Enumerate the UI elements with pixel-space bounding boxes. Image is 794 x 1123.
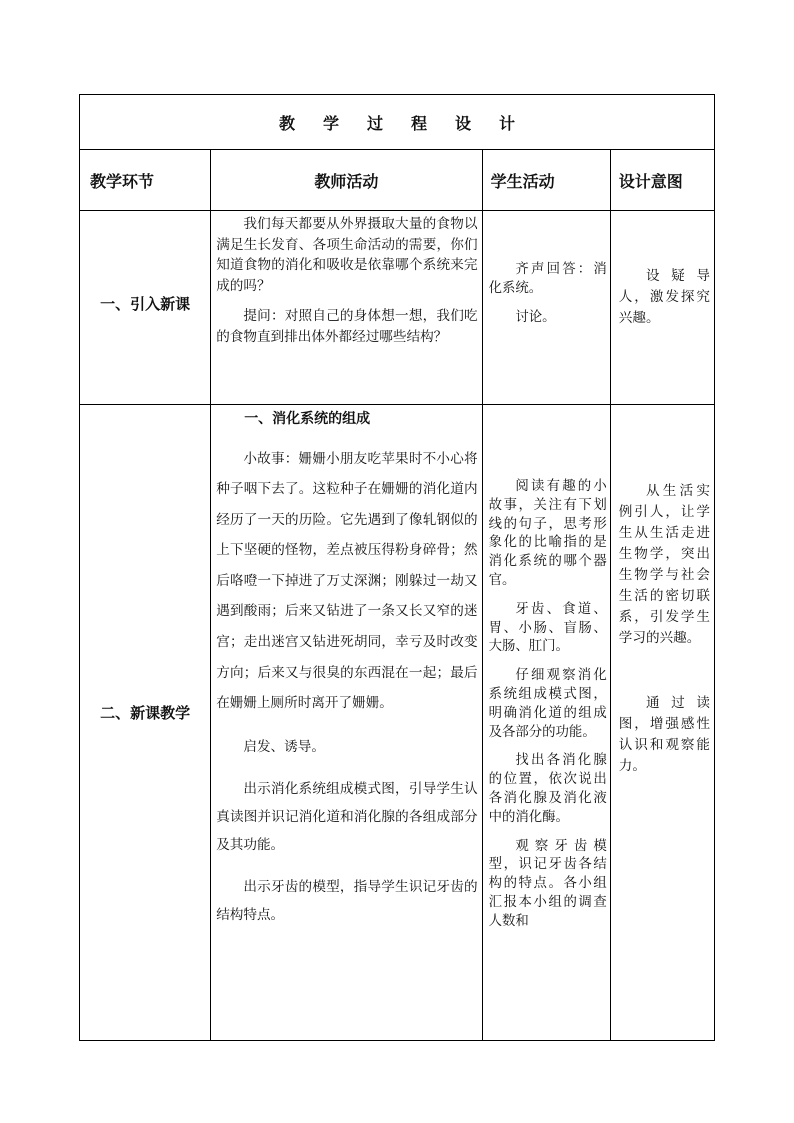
teacher-subheading: 一、消化系统的组成 <box>244 411 371 427</box>
header-stage: 教学环节 <box>80 150 211 211</box>
teacher-paragraph: 出示消化系统组成模式图，引导学生认真读图并识记消化道和消化腺的各组成部分及其功能。 <box>216 780 478 853</box>
intent-paragraph: 从生活实例引人，让学生从生活走进生物学，突出生物学与社会生活的密切联系，引发学生学习的兴趣。 <box>618 483 710 646</box>
header-teacher: 教师活动 <box>211 150 482 211</box>
teacher-paragraph: 我们每天都要从外界摄取大量的食物以满足生长发育、各项生命活动的需要，你们知道食物的消化和吸收是依靠哪个系统来完成的吗？ <box>216 216 478 294</box>
student-paragraph: 牙齿、食道、胃、小肠、盲肠、大肠、肛门。 <box>488 601 607 655</box>
header-student: 学生活动 <box>482 150 610 211</box>
table-row-main <box>80 405 715 1041</box>
teacher-paragraph: 小故事：姗姗小朋友吃苹果时不小心将种子咽下去了。这粒种子在姗姗的消化道内经历了一天的历险。它先遇到了像轧钢似的上下坚硬的怪物，差点被压得粉身碎骨；然后咯噔一下掉进了万丈深渊；刚躲过一劫又遇到酸雨；后来又钻进了一条又长又窄的迷宫；走出迷宫又钻进死胡同，幸亏及时改变方向；后来又与很臭的东西混在一起；最后在姗姗上厕所时离开了姗姗。 <box>216 450 478 712</box>
student-paragraph: 阅读有趣的小故事，关注有下划线的句子，思考形象化的比喻指的是消化系统的哪个器官。 <box>488 479 607 588</box>
table-title-row <box>80 95 715 150</box>
stage-label: 二、新课教学 <box>100 704 191 722</box>
student-paragraph: 找出各消化腺的位置，依次说出各消化腺及消化液中的消化酶。 <box>488 753 607 825</box>
teacher-paragraph: 启发、诱导。 <box>243 738 325 755</box>
header-intent: 设计意图 <box>610 150 714 211</box>
table-header-row <box>80 150 715 211</box>
lesson-design-table <box>79 94 715 1041</box>
intent-cell <box>610 405 714 1041</box>
teacher-cell <box>211 405 482 1041</box>
student-paragraph: 讨论。 <box>515 309 556 325</box>
student-cell <box>482 405 610 1041</box>
intent-paragraph: 通过读图，增强感性认识和观察能力。 <box>618 695 710 774</box>
teacher-paragraph: 提问：对照自己的身体想一想，我们吃的食物直到排出体外都经过哪些结构？ <box>216 308 478 345</box>
intent-cell <box>610 211 714 405</box>
table-title-text: 教 学 过 程 设 计 <box>278 113 516 133</box>
student-paragraph: 仔细观察消化系统组成模式图，明确消化道的组成及各部分的功能。 <box>488 668 607 740</box>
table-title <box>80 95 715 150</box>
intent-paragraph: 设疑导人，激发探究兴趣。 <box>618 268 710 326</box>
student-paragraph: 齐声回答：消化系统。 <box>488 262 607 296</box>
student-paragraph: 观察牙齿模型，识记牙齿各结构的特点。各小组汇报本小组的调查人数和 <box>488 838 607 929</box>
teacher-paragraph: 出示牙齿的模型，指导学生识记牙齿的结构特点。 <box>216 878 478 923</box>
stage-label: 一、引入新课 <box>100 295 191 313</box>
teacher-cell <box>211 211 482 405</box>
student-cell <box>482 211 610 405</box>
table-row-intro <box>80 211 715 405</box>
stage-cell <box>80 211 211 405</box>
stage-cell <box>80 405 211 1041</box>
